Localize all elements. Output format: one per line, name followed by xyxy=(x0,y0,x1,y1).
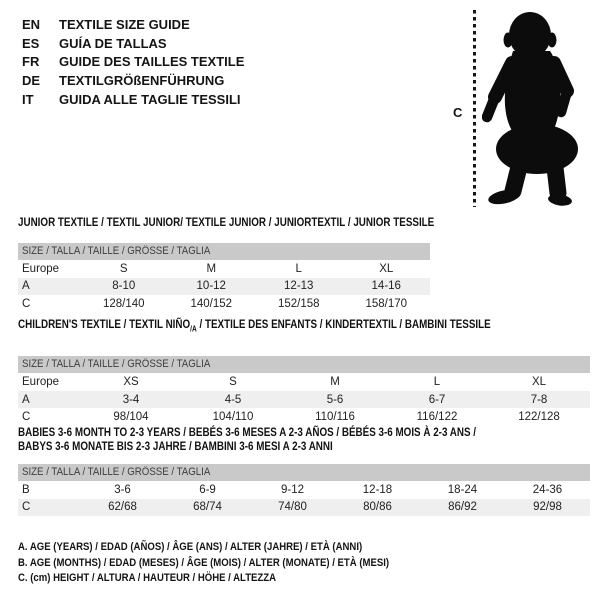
language-row-it xyxy=(22,91,244,110)
age-cell: 10-12 xyxy=(196,280,226,293)
months-cell: 18-24 xyxy=(447,483,478,496)
size-cell: XL xyxy=(379,262,394,275)
junior-size-table xyxy=(18,260,430,313)
table-row-europe xyxy=(18,373,590,391)
note-age-months: B. AGE (MONTHS) / EDAD (MESES) / ÂGE (MOIS) / ALTER (MONATE) / ETÀ (MESI) xyxy=(18,556,390,569)
height-cell: 68/74 xyxy=(193,501,222,514)
age-cell: 6-7 xyxy=(428,393,446,406)
height-cell: 104/110 xyxy=(212,411,254,424)
table-row-height xyxy=(18,499,590,517)
language-title-list xyxy=(22,16,244,110)
babies-size-table xyxy=(18,481,590,516)
guide-title-en: TEXTILE SIZE GUIDE xyxy=(59,17,190,32)
age-cell: 3-4 xyxy=(122,393,140,406)
age-cell: 12-13 xyxy=(284,280,314,293)
title-text: / TEXTILE DES ENFANTS / KINDERTEXTIL / BAMBINI TESSILE xyxy=(196,317,491,331)
size-cell: S xyxy=(119,262,128,275)
months-cell: 6-9 xyxy=(199,483,216,496)
table-row-age xyxy=(18,391,590,409)
junior-size-header-bar xyxy=(18,243,430,260)
row-label: Europe xyxy=(22,262,60,275)
babies-table-title-line2: BABYS 3-6 MONATE BIS 2-3 JAHRE / BAMBINI 3-6 MESI A 2-3 ANNI xyxy=(18,439,333,453)
legend-notes xyxy=(18,540,445,587)
junior-table-title: JUNIOR TEXTILE / TEXTIL JUNIOR/ TEXTILE JUNIOR / JUNIORTEXTIL / JUNIOR TESSILE xyxy=(18,215,435,229)
months-cell: 12-18 xyxy=(362,483,393,496)
table-row-age xyxy=(18,278,430,296)
height-cell: 110/116 xyxy=(315,411,355,424)
row-label: A xyxy=(22,393,30,406)
table-row-months xyxy=(18,481,590,499)
months-cell: 9-12 xyxy=(280,483,305,496)
height-cell: 152/158 xyxy=(277,297,320,310)
age-cell: 5-6 xyxy=(326,393,344,406)
childrens-size-table xyxy=(18,373,590,426)
height-cell: 128/140 xyxy=(102,297,145,310)
title-text: CHILDREN'S TEXTILE / TEXTIL NIÑO xyxy=(18,317,191,331)
table-row-height xyxy=(18,295,430,313)
row-label: C xyxy=(22,501,31,514)
childrens-size-header-bar xyxy=(18,356,590,373)
language-code: EN xyxy=(22,17,41,32)
babies-size-header-bar xyxy=(18,464,590,481)
height-cell: 86/92 xyxy=(448,501,477,514)
height-cell: 80/86 xyxy=(363,501,392,514)
language-code: FR xyxy=(22,54,40,70)
age-cell: 8-10 xyxy=(112,280,136,293)
height-cell: 116/122 xyxy=(416,411,458,424)
age-cell: 4-5 xyxy=(224,393,242,406)
childrens-textile-section xyxy=(18,317,590,426)
language-row-es xyxy=(22,35,244,54)
note-age-years: A. AGE (YEARS) / EDAD (AÑOS) / ÂGE (ANS) / ALTER (JAHRE) / ETÀ (ANNI) xyxy=(18,541,363,553)
babies-table-title-line1: BABIES 3-6 MONTH TO 2-3 YEARS / BEBÉS 3-6 MESES A 2-3 AÑOS / BÉBÉS 3-6 MOIS À 2-3 ANS / xyxy=(18,425,477,439)
guide-title-fr: GUIDE DES TAILLES TEXTILE xyxy=(59,54,245,70)
table-row-height xyxy=(18,408,590,426)
babies-textile-section xyxy=(18,425,590,516)
language-row-de xyxy=(22,72,244,91)
guide-title-it: GUIDA ALLE TAGLIE TESSILI xyxy=(59,91,241,107)
height-cell: 92/98 xyxy=(533,501,562,514)
table-row-europe xyxy=(18,260,430,278)
size-cell: L xyxy=(433,376,441,389)
language-code: ES xyxy=(22,35,40,51)
language-row-en xyxy=(22,16,244,35)
size-cell: XL xyxy=(531,376,547,389)
row-label: A xyxy=(22,280,30,293)
row-label: B xyxy=(22,483,30,496)
childrens-table-title xyxy=(18,317,491,336)
row-label: Europe xyxy=(22,376,60,389)
row-label: C xyxy=(22,411,31,424)
size-header-label: SIZE / TALLA / TAILLE / GRÖSSE / TAGLIA xyxy=(22,358,211,371)
months-cell: 24-36 xyxy=(532,483,563,496)
junior-textile-section xyxy=(18,215,435,313)
height-measure-dashed-line xyxy=(473,10,476,207)
size-cell: M xyxy=(206,262,217,275)
note-height-cm: C. (cm) HEIGHT / ALTURA / HAUTEUR / HÖHE / ALTEZZA xyxy=(18,572,277,584)
size-cell: S xyxy=(229,376,237,389)
language-code: IT xyxy=(22,91,34,107)
row-label: C xyxy=(22,297,31,310)
title-subscript: /A xyxy=(190,324,197,334)
size-cell: M xyxy=(330,376,340,389)
size-cell: L xyxy=(295,262,302,275)
height-cell: 74/80 xyxy=(278,501,307,514)
measure-label-c: C xyxy=(453,105,463,120)
size-header-label: SIZE / TALLA / TAILLE / GRÖSSE / TAGLIA xyxy=(22,245,211,257)
guide-title-es: GUÍA DE TALLAS xyxy=(59,35,167,51)
guide-title-de: TEXTILGRÖßENFÜHRUNG xyxy=(59,73,225,89)
size-header-label: SIZE / TALLA / TAILLE / GRÖSSE / TAGLIA xyxy=(22,466,211,478)
months-cell: 3-6 xyxy=(114,483,131,496)
toddler-silhouette-icon xyxy=(482,9,586,207)
height-cell: 122/128 xyxy=(518,411,560,424)
language-code: DE xyxy=(22,73,41,89)
age-cell: 14-16 xyxy=(371,280,401,293)
height-cell: 62/68 xyxy=(108,501,137,514)
age-cell: 7-8 xyxy=(530,393,548,406)
language-row-fr xyxy=(22,53,244,72)
height-cell: 140/152 xyxy=(190,297,233,310)
height-cell: 158/170 xyxy=(365,297,408,310)
size-cell: XS xyxy=(123,376,139,389)
height-cell: 98/104 xyxy=(113,411,149,424)
